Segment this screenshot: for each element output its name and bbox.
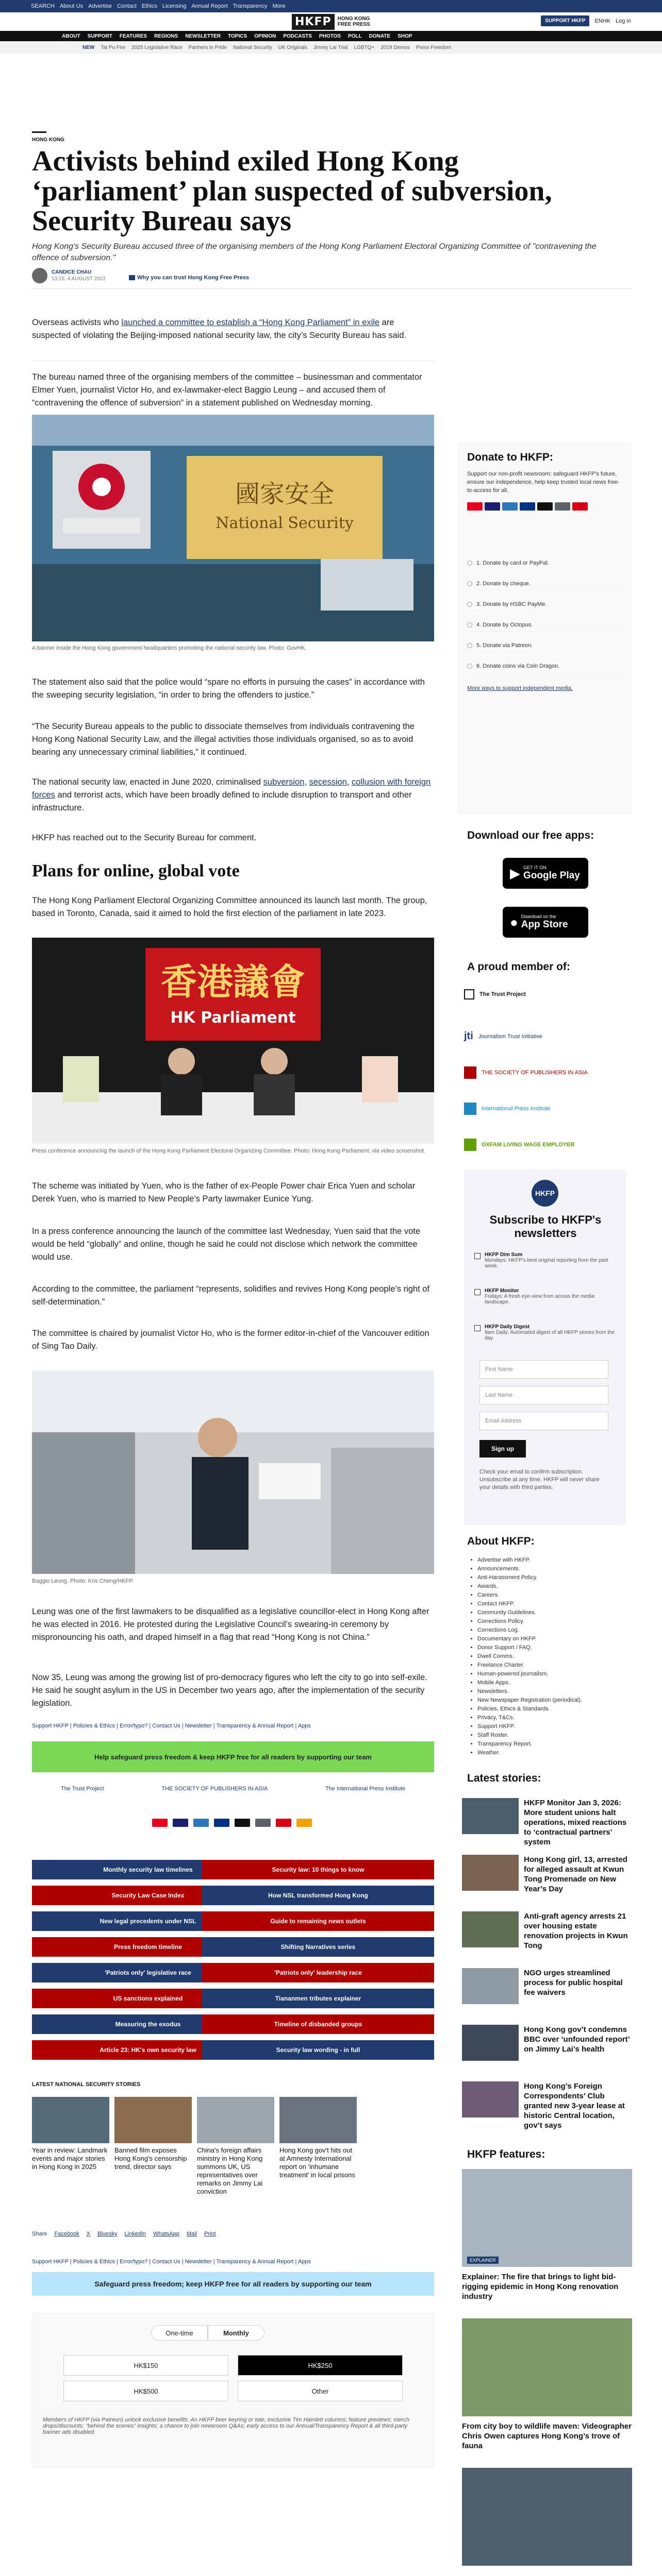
about-link[interactable]: • Weather. (477, 1749, 582, 1757)
apps-title: Download our free apps: (467, 829, 594, 841)
donate-option[interactable]: 6. Donate coins via Coin Dragon. (467, 659, 623, 673)
latest-story[interactable]: Anti-graft agency arrests 21 over housing estate renovation projects in Kwun Tong (462, 1911, 632, 1951)
nav-item[interactable]: SHOP (398, 33, 412, 39)
about-link[interactable]: • Contact HKFP. (477, 1600, 582, 1608)
nav-item[interactable]: REGIONS (154, 33, 178, 39)
inline-link[interactable]: launched a committee to establish a “Hong Kong Parliament” in exile (121, 318, 380, 327)
nsl-guide-button[interactable]: Monthly security law timelines (32, 1860, 264, 1879)
radio-icon (467, 664, 472, 669)
subnav-item[interactable]: Tai Po Fire (101, 44, 126, 50)
about-link[interactable]: • Community Guidelines. (477, 1608, 582, 1617)
story-title[interactable]: Hong Kong gov't hits out at Amnesty International report on 'inhumane treatment' in local prisons (279, 2146, 355, 2179)
google-pay-icon (255, 1819, 271, 1827)
donate-option[interactable]: 3. Donate by HSBC PayMe. (467, 598, 623, 611)
first-name-field[interactable]: First Name (479, 1360, 608, 1379)
nsl-guide-button[interactable]: 'Patriots only' leadership race (202, 1963, 434, 1982)
trust-project-badge[interactable]: The Trust Project (60, 1786, 104, 1792)
logo-mark: HKFP (292, 14, 335, 30)
amex-icon (502, 502, 518, 511)
about-list (477, 1556, 582, 1757)
member-badge[interactable]: OXFAM LIVING WAGE EMPLOYER (464, 1139, 574, 1151)
newsletter-option[interactable]: HKFP Dim Sum Mondays: HKFP's best original reporting from the past week. (474, 1252, 617, 1269)
subnav-item[interactable]: 2025 Legislative Race (131, 44, 183, 50)
story-card[interactable] (114, 2097, 192, 2171)
trust-link[interactable]: Why you can trust Hong Kong Free Press (129, 275, 249, 281)
image-caption: Press conference announcing the launch of the Hong Kong Parliament Electoral Organizing Committee. Photo: Hong Kong Parliament, via video screenshot. (32, 1148, 426, 1154)
paragraph: The national security law, enacted in June 2020, criminalised subversion, secession, collusion with foreign forces and terrorist acts, which have been broadly defined to include disruption to transport and other infrastructure. (32, 777, 431, 812)
category-bar (32, 131, 46, 133)
latest-story[interactable]: Hong Kong girl, 13, arrested for alleged assault at Kwun Tong Promenade on New Year’s Day (462, 1855, 632, 1894)
about-link[interactable]: • Newsletters. (477, 1687, 582, 1696)
paragraph: The statement also said that the police would “spare no efforts in pursuing the cases” in accordance with the sweeping security legislation, “in order to bring the offenders to justice.” (32, 677, 425, 700)
paragraph: The scheme was initiated by Yuen, who is the father of ex-People Power chair Erica Yuen and scholar Derek Yuen, who is married to New People’s Party lawmaker Eunice Yung. (32, 1181, 416, 1204)
paragraph: Now 35, Leung was among the growing list of pro-democracy figures who left the city to go into self-exile. He said he sought asylum in the US in December two years ago, after the implementation of the security legislation. (32, 1673, 427, 1708)
author-avatar (32, 268, 47, 283)
features-title: HKFP features: (467, 2148, 545, 2160)
visa-icon (485, 502, 500, 511)
donate-option[interactable]: 1. Donate by card or PayPal. (467, 556, 623, 570)
about-link[interactable]: About Us (59, 3, 84, 9)
paragraph: “The Security Bureau appeals to the public to dissociate themselves from individuals contravening the Hong Kong National Security Law, and the illegal activities those individuals organised, so as to avoid bearing any unnecessary criminal liabilities,” it continued. (32, 722, 415, 757)
paragraph: In a press conference announcing the launch of the committee last Wednesday, Yuen said that the vote would be held “globally” and online, though he said he could not disclose which network the committee would use. (32, 1227, 421, 1262)
story-title[interactable]: China's foreign affairs ministry in Hong Kong summons UK, US representatives over remarks on Jimmy Lai conviction (197, 2146, 263, 2195)
donate-option[interactable]: 2. Donate by cheque. (467, 577, 623, 590)
story-thumbnail (32, 2097, 109, 2143)
paragraph: The bureau named three of the organising members of the committee – businessman and commentator Elmer Yuen, journalist Victor Ho, and ex-lawmaker-elect Baggio Leung – and accused them of “contravening the offence of subversion” in a statement published on Wednesday morning. (32, 372, 422, 408)
image-caption: Baggio Leung. Photo: Kris Cheng/HKFP. (32, 1578, 134, 1584)
subnav-item[interactable]: 2019 Demos (380, 44, 410, 50)
one-time-tab[interactable]: One-time (151, 2325, 208, 2341)
radio-icon (467, 622, 472, 628)
nav-item[interactable]: DONATE (369, 33, 391, 39)
site-header (0, 12, 662, 31)
about-link[interactable]: • Mobile Apps. (477, 1679, 582, 1687)
article-image (32, 415, 434, 641)
story-card[interactable] (32, 2097, 109, 2171)
story-title[interactable]: Year in review: Landmark events and major stories in Hong Kong in 2025 (32, 2146, 108, 2171)
nsl-guide-button[interactable]: Tiananmen tributes explainer (202, 1989, 434, 2008)
share-mail[interactable]: Mail (186, 2231, 197, 2237)
donate-option[interactable]: 5. Donate via Patreon. (467, 639, 623, 652)
newsletter-option[interactable]: HKFP Daily Digest 9am Daily: Automated digest of all HKFP stories from the day. (474, 1324, 617, 1341)
inline-link[interactable]: collusion with foreign forces (32, 777, 431, 800)
about-link[interactable]: • Careers. (477, 1591, 582, 1600)
nav-item[interactable]: FEATURES (119, 33, 147, 39)
sign-up-button[interactable]: Sign up (479, 1440, 526, 1458)
image-caption: A banner inside the Hong Kong government headquarters promoting the national security law. Photo: GovHK. (32, 645, 307, 651)
byline (32, 268, 106, 283)
play-icon: ▶ (510, 865, 520, 881)
sidebar-payment-icons (467, 502, 622, 513)
nsl-guide-button[interactable]: US sanctions explained (32, 1989, 264, 2008)
about-link[interactable]: • Donor Support / FAQ. (477, 1643, 582, 1652)
donate-option[interactable]: 4. Donate by Octopus. (467, 618, 623, 632)
article-image (32, 938, 434, 1144)
article-image (32, 1370, 434, 1574)
amount-option[interactable]: HK$150 (63, 2355, 228, 2376)
svg-text:國家安全: 國家安全 (235, 480, 335, 509)
about-link[interactable]: • New Newspaper Registration (periodical). (477, 1696, 582, 1705)
badges-row (32, 1786, 434, 1792)
contact-link[interactable]: Contact (117, 3, 137, 9)
story-card[interactable] (279, 2097, 357, 2179)
subnav-item[interactable]: Jimmy Lai Trial (313, 44, 348, 50)
paragraph: According to the committee, the parliament “represents, solidifies and revives Hong Kong people’s right of self-determination.” (32, 1284, 430, 1307)
sopa-icon (464, 1066, 476, 1079)
ipi-icon (464, 1103, 476, 1115)
newsletter-title: Subscribe to HKFP's newsletters (489, 1213, 602, 1240)
latest-story[interactable]: Hong Kong’s Foreign Correspondents’ Club granted new 3-year lease at historic Central location, gov’t says (462, 2081, 632, 2130)
nav-item[interactable]: PODCASTS (283, 33, 312, 39)
ethics-link[interactable]: Ethics (141, 3, 157, 9)
paragraph: Overseas activists who launched a committee to establish a “Hong Kong Parliament” in exile are suspected of violating the Beijing-imposed national security law, the city’s Security Bureau has said. (32, 318, 407, 340)
member-badge[interactable]: THE SOCIETY OF PUBLISHERS IN ASIA (464, 1066, 588, 1079)
app-store-button[interactable]: ● Download on the App Store (503, 907, 588, 938)
paragraph: The committee is chaired by journalist Victor Ho, who is the former editor-in-chief of the Vancouver edition of Sing Tao Daily. (32, 1329, 429, 1351)
about-link[interactable]: • Documentary on HKFP. (477, 1635, 582, 1643)
about-link[interactable]: • Dwell Comms. (477, 1652, 582, 1661)
subnav-item[interactable]: UK Originals (278, 44, 307, 50)
payme-icon (276, 1819, 291, 1827)
society-publishers-badge[interactable]: THE SOCIETY OF PUBLISHERS IN ASIA (161, 1786, 268, 1792)
nav-item[interactable]: POLL (347, 33, 362, 39)
nav-item[interactable]: ABOUT (62, 33, 80, 39)
newsletter-note: Check your email to confirm subscription. Unsubscribe at any time. HKFP will never share your details with third parties. (479, 1469, 600, 1490)
main-navigation (0, 31, 662, 41)
more-link[interactable]: More (272, 3, 286, 9)
member-badge[interactable]: jti Journalism Trust Initiative (464, 1030, 542, 1042)
apple-pay-icon (235, 1819, 250, 1827)
share-facebook[interactable]: Facebook (54, 2231, 79, 2237)
top-utility-bar (0, 0, 662, 12)
newsletter-option[interactable]: HKFP Monitor Fridays: A fresh eye-view from across the media landscape. (474, 1288, 617, 1305)
jti-icon: jti (464, 1030, 473, 1042)
story-thumbnail (462, 2025, 519, 2061)
nsl-guide-button[interactable]: How NSL transformed Hong Kong (202, 1886, 434, 1905)
latest-nsl-heading: LATEST NATIONAL SECURITY STORIES (32, 2081, 141, 2088)
subnav-item[interactable]: Partners in Pride (188, 44, 227, 50)
feature-image[interactable] (462, 2169, 632, 2267)
svg-text:National Security: National Security (216, 514, 354, 532)
about-link[interactable]: • Anti-Harassment Policy. (477, 1573, 582, 1582)
article-title: Activists behind exiled Hong Kong ‘parliament’ plan suspected of subversion, Security Bureau says (32, 145, 552, 237)
subnav-item[interactable]: LGBTQ+ (354, 44, 375, 50)
paragraph: The Hong Kong Parliament Electoral Organizing Committee announced its launch last month. The group, based in Toronto, Canada, said it aimed to hold the first election of the parliament in late 2023. (32, 896, 427, 918)
annual-report-link[interactable]: Annual Report (191, 3, 228, 9)
publish-date: 13:15, 4 AUGUST 2022 (52, 276, 106, 282)
story-thumbnail (462, 1911, 519, 1947)
share-whatsapp[interactable]: WhatsApp (153, 2231, 179, 2237)
more-ways-link[interactable]: More ways to support independent media. (467, 685, 573, 691)
subnav-item[interactable]: Press Freedom (416, 44, 452, 50)
google-play-button[interactable]: ▶ GET IT ON Google Play (503, 858, 588, 889)
checkbox-icon[interactable] (474, 1325, 481, 1331)
logo-text: HONG KONG FREE PRESS (337, 16, 370, 27)
about-link[interactable]: • Staff Roster. (477, 1731, 582, 1740)
about-link[interactable]: • Awards. (477, 1582, 582, 1591)
share-linkedin[interactable]: LinkedIn (124, 2231, 146, 2237)
feature-title[interactable]: Explainer: The fire that brings to light bid-rigging epidemic in Hong Kong renovation industry (462, 2273, 619, 2301)
story-thumbnail (279, 2097, 357, 2143)
about-link[interactable]: • Advertise with HKFP. (477, 1556, 582, 1565)
advertise-link[interactable]: Advertise (88, 3, 112, 9)
member-title: A proud member of: (467, 961, 570, 973)
amex-icon (193, 1819, 209, 1827)
mastercard-icon (467, 502, 483, 511)
story-thumbnail (462, 2081, 519, 2117)
ipi-badge[interactable]: The International Press Institute (325, 1786, 406, 1792)
safeguard-cta[interactable]: Safeguard press freedom; keep HKFP free for all readers by supporting our team (32, 2272, 434, 2296)
search-link[interactable]: SEARCH (31, 3, 55, 9)
share-bluesky[interactable]: Bluesky (97, 2231, 118, 2237)
new-label: NEW (82, 44, 95, 50)
inline-link[interactable]: subversion (263, 777, 305, 787)
nsl-guide-button[interactable]: Measuring the exodus (32, 2014, 264, 2034)
share-print[interactable]: Print (204, 2231, 216, 2237)
paragraph: HKFP has reached out to the Security Bureau for comment. (32, 833, 257, 842)
nav-item[interactable]: SUPPORT (87, 33, 112, 39)
apple-pay-icon (537, 502, 553, 511)
hkfp-badge-icon: HKFP (532, 1180, 558, 1207)
share-x[interactable]: X (86, 2231, 91, 2237)
mastercard-icon (152, 1819, 168, 1827)
story-card[interactable] (197, 2097, 274, 2196)
story-thumbnail (462, 1855, 519, 1891)
trust-project-icon (464, 989, 474, 999)
feature-image[interactable] (462, 2318, 632, 2416)
paragraph: Leung was one of the first lawmakers to be disqualified as a legislative councillor-elect in Hong Kong after he was elected in 2016. He protested during the Legislative Council’s swearing-in ceremony by mispronouncing his oath, and draped himself in a flag that read “Hong Kong is not China.” (32, 1607, 429, 1642)
nav-item[interactable]: OPINION (254, 33, 276, 39)
nav-item[interactable]: TOPICS (228, 33, 247, 39)
story-thumbnail (197, 2097, 274, 2143)
paypal-icon (520, 502, 535, 511)
share-bar (32, 2231, 216, 2237)
hk-parliament-sub: HK Parliament (170, 1009, 296, 1027)
member-badge[interactable]: International Press Institute (464, 1103, 550, 1115)
nav-item[interactable]: NEWSLETTER (185, 33, 221, 39)
last-name-field[interactable]: Last Name (479, 1386, 608, 1404)
site-logo[interactable] (292, 14, 370, 30)
payme-icon (572, 502, 588, 511)
section-heading: Plans for online, global vote (32, 861, 240, 880)
radio-icon (467, 581, 472, 586)
checkbox-icon[interactable] (474, 1253, 481, 1259)
paypal-icon (214, 1819, 229, 1827)
about-link[interactable]: • Human-powered journalism. (477, 1670, 582, 1679)
latest-stories-title: Latest stories: (467, 1772, 541, 1784)
nsl-guide-button[interactable]: Press freedom timeline (32, 1937, 264, 1957)
nsl-guide-button[interactable]: Article 23: HK's own security law (32, 2040, 264, 2060)
story-thumbnail (462, 1968, 519, 2004)
octopus-icon (296, 1819, 312, 1827)
login-link[interactable]: Log in (616, 18, 631, 24)
about-link[interactable]: • Policies, Ethics & Standards. (477, 1705, 582, 1714)
trending-subnav (0, 41, 662, 54)
feature-title[interactable]: From city boy to wildlife maven: Videographer Chris Owen captures Hong Kong’s trove of fauna (462, 2422, 632, 2450)
about-link[interactable]: • Privacy, T&Cs. (477, 1714, 582, 1722)
radio-icon (467, 561, 472, 566)
support-hkfp-button[interactable]: SUPPORT HKFP (541, 15, 589, 26)
story-title[interactable]: Banned film exposes Hong Kong's censorship trend, director says (114, 2146, 187, 2171)
apple-icon: ● (510, 914, 518, 930)
latest-story[interactable]: Hong Kong gov’t condemns BBC over ‘unfounded report’ on Jimmy Lai’s health (462, 2025, 632, 2061)
article-subtitle: Hong Kong's Security Bureau accused three of the organising members of the Hong Kong Parliament Electoral Organizing Committee of "contravening the offence of subversion." (32, 242, 597, 262)
member-badge[interactable]: The Trust Project (464, 989, 526, 999)
about-link[interactable]: • Transparency Report. (477, 1740, 582, 1749)
donate-text: Support our non-profit newsroom: safeguard HKFP's future, ensure our independence, help keep trusted local news free-to-access for all. (467, 471, 620, 494)
member-benefits: Members of HKFP (via Patreon) unlock exclusive benefits: An HKFP beer keyring or tote; exclusive Tim Hamlett columns; feature previews; merch drops/discounts; "behind the scenes" insights; a chance to join newsroom Q&As; early access to our Annual/Transparency Report & all third-party banner ads disabled. (43, 2417, 409, 2435)
support-cta-banner[interactable]: Help safeguard press freedom & keep HKFP free for all readers by supporting our team (32, 1741, 434, 1772)
licensing-link[interactable]: Licensing (162, 3, 187, 9)
radio-icon (467, 602, 472, 607)
google-pay-icon (555, 502, 570, 511)
radio-icon (467, 643, 472, 648)
story-thumbnail (114, 2097, 192, 2143)
transparency-link[interactable]: Transparency (233, 3, 268, 9)
amount-option[interactable]: Other (238, 2381, 403, 2401)
oxfam-icon (464, 1139, 476, 1151)
visa-icon (173, 1819, 188, 1827)
amount-option-selected[interactable]: HK$250 (238, 2355, 403, 2376)
about-link[interactable]: • Support HKFP. (477, 1722, 582, 1731)
about-link[interactable]: • Announcements. (477, 1565, 582, 1573)
checkbox-icon[interactable] (474, 1289, 481, 1295)
hk-parliament-banner: 香港議會 (161, 961, 305, 1003)
nsl-guide-button[interactable]: Timeline of disbanded groups (202, 2014, 434, 2034)
monthly-tab[interactable]: Monthly (208, 2325, 264, 2341)
latest-story[interactable]: NGO urges streamlined process for public hospital fee waivers (462, 1968, 632, 2004)
nav-item[interactable]: PHOTOS (319, 33, 341, 39)
footer-links[interactable]: Support HKFP | Policies & Ethics | Error/typo? | Contact Us | Newsletter | Transparency & Annual Report | Apps (32, 2259, 311, 2265)
trust-icon (129, 275, 135, 280)
subnav-item[interactable]: National Security (233, 44, 272, 50)
author-name[interactable]: CANDICE CHAU (52, 269, 92, 275)
inline-link[interactable]: secession (309, 777, 347, 787)
share-label: Share (32, 2231, 47, 2237)
nsl-guide-button[interactable]: Security law: 10 things to know (202, 1860, 434, 1879)
latest-story[interactable]: HKFP Monitor Jan 3, 2026: More student unions halt operations, mixed reactions to ‘contractual partners’ system (462, 1798, 632, 1847)
nsl-guide-button[interactable]: New legal precedents under NSL (32, 1911, 264, 1931)
explainer-tag: EXPLAINER (467, 2257, 499, 2264)
language-toggle[interactable]: ENHK (594, 18, 611, 24)
donate-title: Donate to HKFP: (467, 451, 553, 463)
story-thumbnail (462, 1798, 519, 1834)
category-label[interactable]: HONG KONG (32, 137, 64, 143)
nsl-guide-button[interactable]: Security law wording - in full (202, 2040, 434, 2060)
about-link[interactable]: • Corrections Policy. (477, 1617, 582, 1626)
feature-image[interactable] (462, 2468, 632, 2566)
nsl-guide-button[interactable]: Guide to remaining news outlets (202, 1911, 434, 1931)
nsl-guide-button[interactable]: 'Patriots only' legislative race (32, 1963, 264, 1982)
payment-icons (32, 1819, 434, 1827)
nsl-guide-button[interactable]: Security Law Case Index (32, 1886, 264, 1905)
about-link[interactable]: • Corrections Log. (477, 1626, 582, 1635)
nsl-guide-button[interactable]: Shifting Narratives series (202, 1937, 434, 1957)
about-link[interactable]: • Freelance Charter. (477, 1661, 582, 1670)
donate-widget (32, 2313, 434, 2468)
article-footer-links[interactable]: Support HKFP | Policies & Ethics | Error/typo? | Contact Us | Newsletter | Transparency & Annual Report | Apps (32, 1723, 311, 1729)
email-field[interactable]: Email Address (479, 1412, 608, 1430)
about-title: About HKFP: (467, 1535, 535, 1547)
amount-option[interactable]: HK$500 (63, 2381, 228, 2401)
